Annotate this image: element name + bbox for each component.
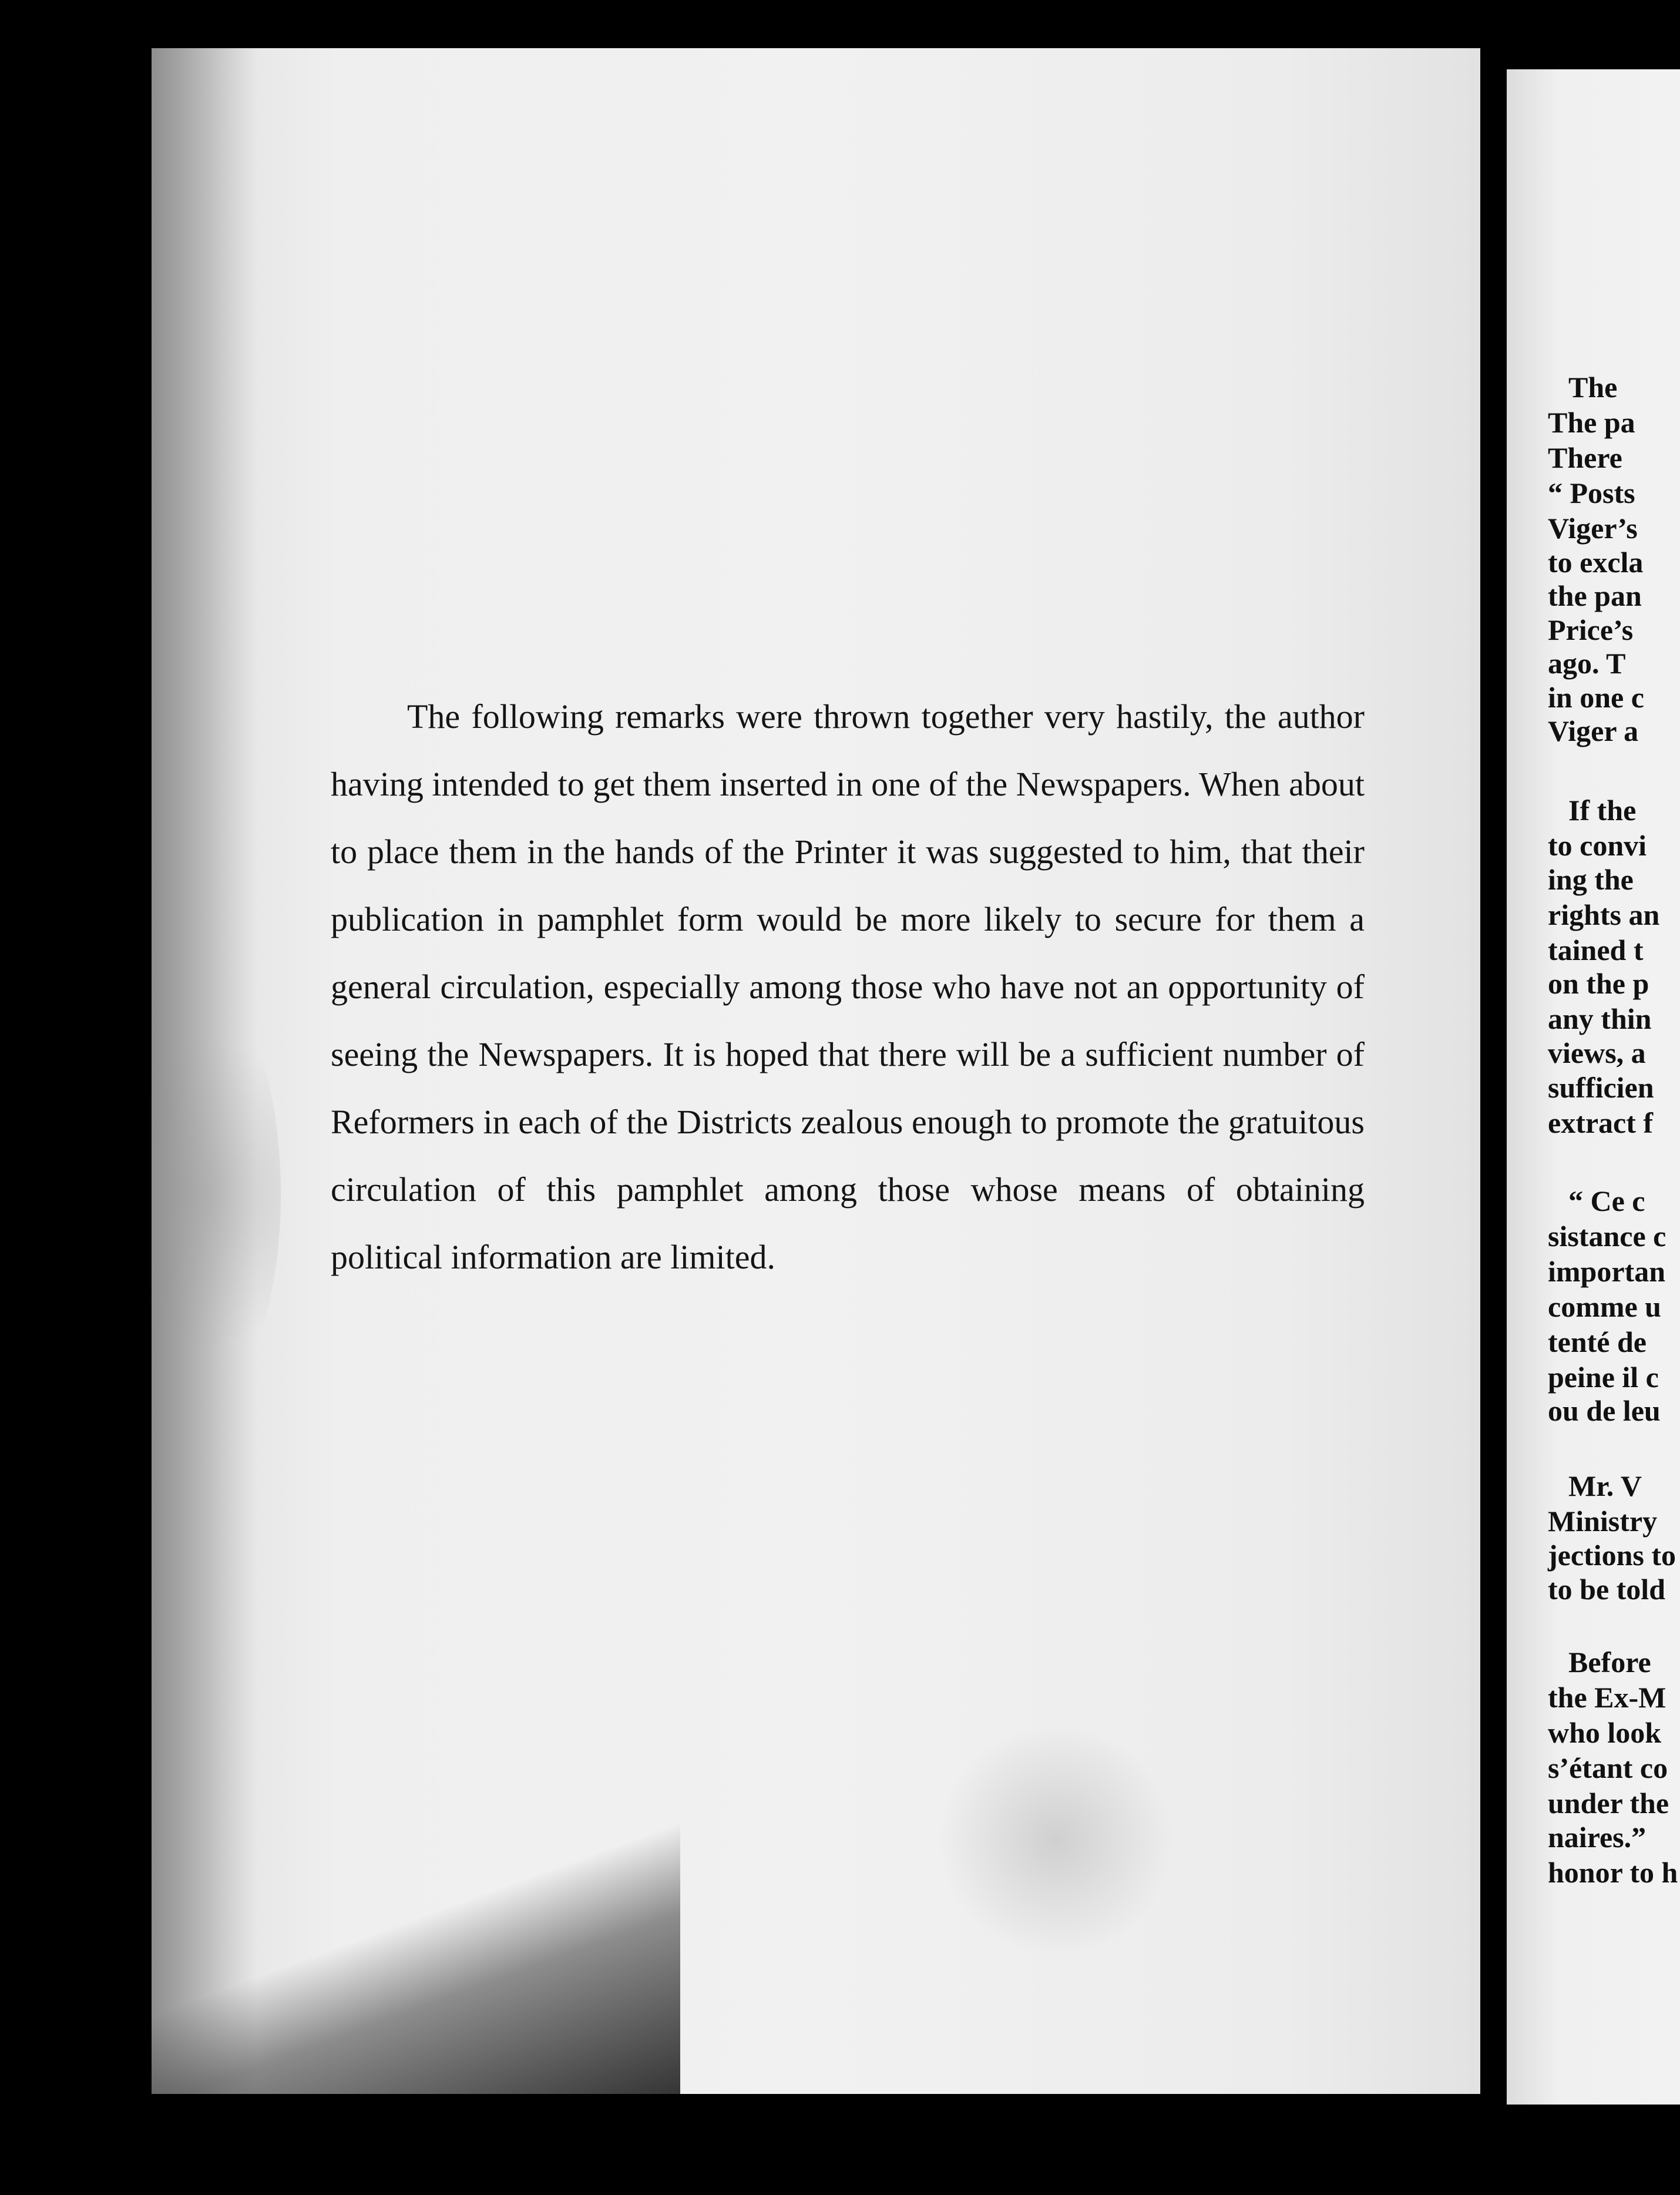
right-page-line: Before (1568, 1646, 1651, 1679)
right-page-line: on the p (1548, 967, 1649, 1000)
right-page-line: jections to (1548, 1539, 1676, 1572)
right-page-line: Ministry (1548, 1505, 1658, 1538)
right-page-line: under the (1548, 1787, 1669, 1820)
right-page-line: to excla (1548, 546, 1644, 579)
right-page-line: to convi (1548, 829, 1647, 862)
right-page-line: ago. T (1548, 647, 1626, 680)
right-page-line: extract f (1548, 1106, 1654, 1139)
right-page-line: views, a (1548, 1036, 1646, 1069)
right-page-line: to be told (1548, 1573, 1665, 1606)
page-gutter (1480, 48, 1507, 2094)
right-page-line: importan (1548, 1255, 1665, 1288)
right-page-line: “ Ce c (1568, 1184, 1645, 1217)
right-page-line: If the (1568, 794, 1637, 827)
stain (933, 1729, 1180, 1952)
right-page (1507, 69, 1680, 2105)
right-page-line: sufficien (1548, 1071, 1654, 1104)
right-page-line: tained t (1548, 934, 1644, 966)
stain (152, 988, 281, 1399)
right-page-line: Viger a (1548, 714, 1639, 747)
right-page-line: ing the (1548, 863, 1634, 896)
right-page-line: the Ex-M (1548, 1681, 1666, 1714)
right-page-line: peine il c (1548, 1361, 1659, 1394)
left-page (152, 48, 1480, 2094)
right-page-line: s’étant co (1548, 1751, 1668, 1784)
right-page-line: honor to h (1548, 1856, 1678, 1889)
right-page-line: naires.” (1548, 1821, 1647, 1854)
right-page-line: There (1548, 441, 1622, 474)
right-page-line: tenté de (1548, 1325, 1647, 1358)
right-page-line: Viger’s (1548, 512, 1638, 545)
right-page-line: Mr. V (1568, 1469, 1642, 1502)
right-page-line: The pa (1548, 406, 1635, 439)
intro-paragraph: The following remarks were thrown together very hastily, the author having intended to get them inserted in one of the Newspapers. When about to place them in the hands of the Printer it was suggested to him, that their publication in pamphlet form would be more likely to secure for them a general circulation, especially among those who have not an opportunity of seeing the Newspapers. It is hoped that there will be a sufficient number of Reformers in each of the Districts zealous enough to promote the gratuitous circulation of this pamphlet among those whose means of obtaining political information are limited. (331, 697, 1365, 1276)
right-page-line: sistance c (1548, 1220, 1666, 1253)
right-page-line: ou de leu (1548, 1394, 1661, 1427)
right-page-line: “ Posts (1548, 476, 1635, 509)
right-page-line: the pan (1548, 579, 1642, 612)
right-page-line: Price’s (1548, 613, 1634, 646)
right-page-line: comme u (1548, 1290, 1661, 1323)
right-page-line: The (1568, 371, 1618, 404)
page-tear (152, 1683, 680, 2094)
right-page-line: any thin (1548, 1002, 1652, 1035)
right-page-line: in one c (1548, 681, 1644, 714)
right-page-line: who look (1548, 1716, 1662, 1749)
right-page-line: rights an (1548, 898, 1660, 931)
